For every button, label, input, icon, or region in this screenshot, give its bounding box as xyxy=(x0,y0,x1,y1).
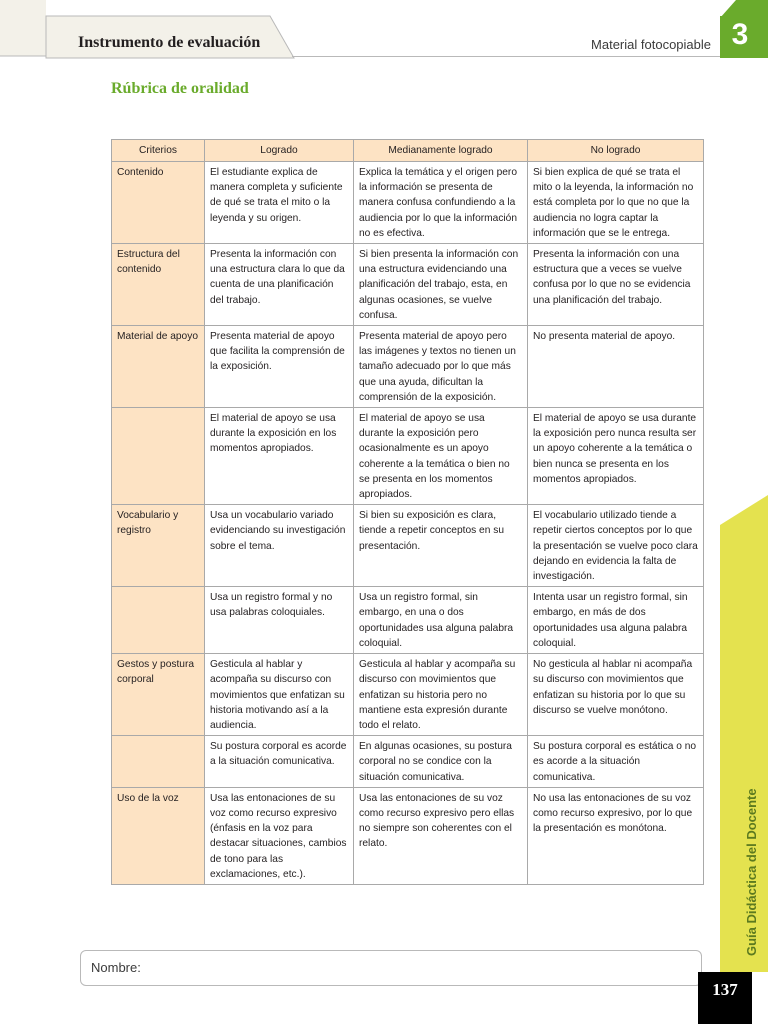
table-row xyxy=(112,787,704,884)
criterion-cell: Vocabulario y registro xyxy=(112,505,205,587)
level-cell-logrado: Presenta material de apoyo que facilita la comprensión de la exposición. xyxy=(205,326,354,408)
level-cell-logrado: Usa las entonaciones de su voz como recurso expresivo (énfasis en la voz para destacar situaciones, cambios de tono para las exclamaciones, etc.). xyxy=(205,787,354,884)
criterion-cell: Gestos y postura corporal xyxy=(112,654,205,736)
level-cell-no-logrado: Su postura corporal es estática o no es acorde a la situación comunicativa. xyxy=(528,736,704,788)
level-cell-no-logrado: No presenta material de apoyo. xyxy=(528,326,704,408)
unit-number: 3 xyxy=(731,18,749,51)
name-field-box[interactable] xyxy=(80,950,702,986)
section-title: Rúbrica de oralidad xyxy=(111,80,249,97)
side-band-label: Guía Didáctica del Docente xyxy=(744,788,759,956)
level-cell-medianamente: Si bien su exposición es clara, tiende a repetir conceptos en su presentación. xyxy=(354,505,528,587)
criterion-cell xyxy=(112,736,205,788)
column-header: Logrado xyxy=(205,140,354,162)
table-row xyxy=(112,408,704,505)
column-header: Criterios xyxy=(112,140,205,162)
level-cell-no-logrado: El material de apoyo se usa durante la exposición pero nunca resulta ser un apoyo coherente a la temática o bien nunca se presenta en los momentos apropiados. xyxy=(528,408,704,505)
criterion-cell xyxy=(112,408,205,505)
table-row xyxy=(112,736,704,788)
page-header xyxy=(0,0,768,64)
criterion-cell xyxy=(112,587,205,654)
table-row xyxy=(112,587,704,654)
table-row xyxy=(112,326,704,408)
level-cell-no-logrado: El vocabulario utilizado tiende a repetir ciertos conceptos por lo que la presentación se vuelve poco clara dejando en evidencia la falta de investigación. xyxy=(528,505,704,587)
criterion-cell: Contenido xyxy=(112,162,205,244)
level-cell-medianamente: Usa un registro formal, sin embargo, en una o dos oportunidades usa alguna palabra coloquial. xyxy=(354,587,528,654)
level-cell-no-logrado: No usa las entonaciones de su voz como recurso expresivo, por lo que la presentación es monótona. xyxy=(528,787,704,884)
column-header: Medianamente logrado xyxy=(354,140,528,162)
column-header: No logrado xyxy=(528,140,704,162)
level-cell-no-logrado: No gesticula al hablar ni acompaña su discurso con movimientos que enfatizan su historia por lo que su discurso se vuelve monótono. xyxy=(528,654,704,736)
table-header-row xyxy=(112,140,704,162)
level-cell-logrado: Usa un vocabulario variado evidenciando su investigación sobre el tema. xyxy=(205,505,354,587)
table-row xyxy=(112,505,704,587)
criterion-cell: Uso de la voz xyxy=(112,787,205,884)
criterion-cell: Estructura del contenido xyxy=(112,244,205,326)
level-cell-medianamente: Presenta material de apoyo pero las imágenes y textos no tienen un tamaño adecuado por lo que más que una ayuda, dificultan la comprensión de la exposición. xyxy=(354,326,528,408)
name-field-label: Nombre: xyxy=(91,960,141,975)
page-number: 137 xyxy=(712,980,738,999)
header-title: Instrumento de evaluación xyxy=(78,34,261,51)
table-row xyxy=(112,244,704,326)
level-cell-no-logrado: Presenta la información con una estructura que a veces se vuelve confusa por lo que no se evidencia una planificación del trabajo. xyxy=(528,244,704,326)
level-cell-logrado: Usa un registro formal y no usa palabras coloquiales. xyxy=(205,587,354,654)
level-cell-medianamente: Gesticula al hablar y acompaña su discurso con movimientos que enfatizan su historia pero no mantiene esta expresión durante todo el relato. xyxy=(354,654,528,736)
level-cell-logrado: El estudiante explica de manera completa y suficiente de qué se trata el mito o la leyenda y su origen. xyxy=(205,162,354,244)
level-cell-logrado: Gesticula al hablar y acompaña su discurso con movimientos que enfatizan su historia motivando así a la audiencia. xyxy=(205,654,354,736)
header-divider xyxy=(292,56,722,57)
header-tab-shape xyxy=(0,0,768,64)
level-cell-medianamente: Si bien presenta la información con una estructura evidenciando una planificación del trabajo, esta, en algunas ocasiones, se vuelve confusa. xyxy=(354,244,528,326)
level-cell-no-logrado: Si bien explica de qué se trata el mito o la leyenda, la información no está completa por lo que no que la audiencia no logra captar la información que se le entrega. xyxy=(528,162,704,244)
level-cell-logrado: Presenta la información con una estructura clara lo que da cuenta de una planificación del trabajo. xyxy=(205,244,354,326)
header-right-label: Material fotocopiable xyxy=(591,37,711,52)
page-number-box xyxy=(698,972,752,1024)
level-cell-medianamente: El material de apoyo se usa durante la exposición pero ocasionalmente es un apoyo coherente a la temática o bien no se presenta en los momentos apropiados. xyxy=(354,408,528,505)
level-cell-medianamente: Explica la temática y el origen pero la información se presenta de manera confusa confundiendo a la audiencia por lo que la información no es efectiva. xyxy=(354,162,528,244)
level-cell-logrado: El material de apoyo se usa durante la exposición en los momentos apropiados. xyxy=(205,408,354,505)
level-cell-medianamente: En algunas ocasiones, su postura corporal no se condice con la situación comunicativa. xyxy=(354,736,528,788)
table-row xyxy=(112,654,704,736)
table-row xyxy=(112,162,704,244)
criterion-cell: Material de apoyo xyxy=(112,326,205,408)
level-cell-no-logrado: Intenta usar un registro formal, sin embargo, en más de dos oportunidades usa alguna palabra coloquial. xyxy=(528,587,704,654)
rubric-table xyxy=(111,139,704,885)
level-cell-medianamente: Usa las entonaciones de su voz como recurso expresivo pero ellas no siempre son coherentes con el relato. xyxy=(354,787,528,884)
level-cell-logrado: Su postura corporal es acorde a la situación comunicativa. xyxy=(205,736,354,788)
